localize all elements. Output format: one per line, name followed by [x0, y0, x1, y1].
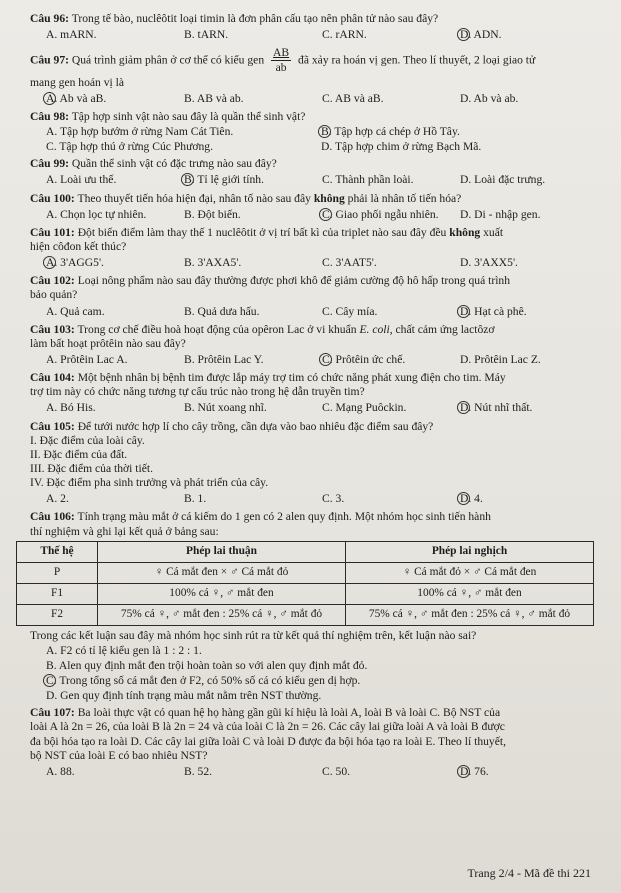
question-text-line-2: loài A là 2n = 26, của loài B là 2n = 24 và của loài C là 2n = 26. Các cây lai giữa loài A và loài B được [30, 720, 505, 734]
option-b[interactable]: B. Prôtêin Lac Y. [184, 352, 264, 366]
options [30, 401, 607, 415]
option-a[interactable]: A. 3'AGG5'. [46, 256, 184, 270]
answer-circle-mark [457, 765, 470, 778]
option-d[interactable]: D. Ab và ab. [460, 91, 519, 105]
table-header-row [17, 541, 594, 562]
options [30, 765, 607, 779]
question-prompt: Trong các kết luận sau đây mà nhóm học sinh rút ra từ kết quả thí nghiệm trên, kết luận nào sai? [30, 628, 477, 642]
option-c[interactable]: C. 50. [322, 764, 351, 778]
statement-1: I. Đặc điểm của loài cây. [30, 433, 145, 447]
option-d[interactable]: D. Nút nhĩ thất. [460, 401, 598, 415]
question-101 [30, 226, 607, 270]
species-name: E. coli [359, 322, 390, 336]
options [30, 492, 607, 506]
option-d[interactable]: D. Di - nhập gen. [460, 207, 541, 221]
statement-2: II. Đặc điểm của đất. [30, 447, 128, 461]
answer-circle-mark [43, 92, 56, 105]
question-text-after: , chất cảm ứng lactôzơ [389, 322, 495, 336]
option-b[interactable]: B. 1. [184, 492, 207, 506]
question-text: Để tưới nước hợp lí cho cây trồng, cần dựa vào bao nhiêu đặc điểm sau đây? [77, 419, 434, 433]
table-header: Phép lai nghịch [346, 541, 594, 562]
question-label: Câu 107: [30, 706, 75, 720]
answer-circle-mark [319, 353, 332, 366]
option-d[interactable]: D. ADN. [460, 28, 598, 42]
table-row [17, 604, 594, 625]
question-label: Câu 106: [30, 510, 75, 524]
question-emphasis: không [313, 191, 345, 205]
question-label: Câu 103: [30, 322, 75, 336]
genotype-fraction [271, 46, 291, 75]
option-d[interactable]: D. Hạt cà phê. [460, 305, 598, 319]
option-a[interactable]: A. F2 có tỉ lệ kiểu gen là 1 : 2 : 1. [46, 643, 202, 657]
option-c[interactable]: C. rARN. [322, 28, 367, 42]
option-a[interactable]: A. mARN. [46, 28, 97, 42]
question-emphasis: không [449, 225, 481, 239]
option-c[interactable]: C. Mạng Puôckin. [322, 401, 407, 415]
question-text-cont: trợ tim này có chức năng tương tự cấu trúc nào trong hệ dẫn truyền tim? [30, 385, 365, 399]
question-text: Tính trạng màu mắt ở cá kiếm do 1 gen có 2 alen quy định. Một nhóm học sinh tiến hành [77, 510, 491, 524]
option-b[interactable]: B. Tỉ lệ giới tính. [184, 173, 322, 187]
option-d[interactable]: D. 3'AXX5'. [460, 256, 518, 270]
question-label: Câu 102: [30, 274, 75, 288]
question-104 [30, 371, 607, 415]
table-row [17, 583, 594, 604]
option-c[interactable]: C. Cây mía. [322, 304, 378, 318]
question-label: Câu 101: [30, 225, 75, 239]
answer-circle-mark [43, 674, 56, 687]
question-96 [30, 12, 607, 42]
question-text: Một bệnh nhân bị bệnh tim được lắp máy trợ tim có chức năng phát xung điện cho tim. Máy [77, 371, 506, 385]
question-text-after: xuất [483, 225, 504, 239]
option-a[interactable]: A. Ab và aB. [46, 92, 184, 106]
question-text-after: đã xảy ra hoán vị gen. Theo lí thuyết, 2 loại giao tử [298, 53, 536, 67]
table-cell: F2 [17, 604, 98, 625]
answer-circle-mark [457, 305, 470, 318]
option-d[interactable]: D. Prôtêin Lac Z. [460, 352, 541, 366]
option-d[interactable]: D. 4. [460, 492, 598, 506]
question-label: Câu 105: [30, 419, 75, 433]
option-b[interactable]: B. Đột biến. [184, 207, 241, 221]
option-c[interactable]: C. AB và aB. [322, 91, 384, 105]
question-97 [30, 46, 607, 106]
table-cell: F1 [17, 583, 98, 604]
question-label: Câu 99: [30, 157, 69, 171]
option-c[interactable]: C. Trong tổng số cá mắt đen ở F2, có 50% số cá có kiểu gen dị hợp. [30, 674, 607, 688]
option-c[interactable]: C. 3'AAT5'. [322, 256, 377, 270]
question-text: Trong cơ chế điều hoà hoạt động của opêron Lac ở vi khuẩn [77, 322, 357, 336]
option-c[interactable]: C. Giao phối ngẫu nhiên. [322, 208, 460, 222]
fraction-denominator: ab [275, 61, 287, 75]
option-c[interactable]: C. Prôtêin ức chế. [322, 353, 460, 367]
question-label: Câu 98: [30, 109, 69, 123]
option-b[interactable]: B. Tập hợp cá chép ở Hồ Tây. [321, 125, 596, 139]
question-text-cont: làm bất hoạt prôtêin nào sau đây? [30, 336, 186, 350]
question-106 [30, 510, 607, 703]
question-text: Quá trình giảm phân ở cơ thể có kiểu gen [71, 53, 265, 67]
option-d[interactable]: D. Tập hợp chim ở rừng Bạch Mã. [321, 140, 482, 154]
table-cell: P [17, 562, 98, 583]
option-d[interactable]: D. 76. [460, 765, 598, 779]
option-c[interactable]: C. Thành phần loài. [322, 173, 414, 187]
options [30, 256, 607, 270]
option-b[interactable]: B. Quả dưa hấu. [184, 304, 260, 318]
question-text: Ba loài thực vật có quan hệ họ hàng gần gũi kí hiệu là loài A, loài B và loài C. Bộ NST của [77, 706, 501, 720]
options [30, 208, 607, 222]
question-text: Theo thuyết tiến hóa hiện đại, nhân tố nào sau đây [77, 191, 311, 205]
option-a[interactable]: A. 2. [46, 492, 69, 506]
question-label: Câu 104: [30, 371, 75, 385]
question-label: Câu 96: [30, 12, 69, 25]
question-105 [30, 420, 607, 507]
results-table [16, 541, 594, 626]
page-footer: Trang 2/4 - Mã đề thi 221 [467, 866, 591, 881]
table-header: Phép lai thuận [98, 541, 346, 562]
option-b[interactable]: B. tARN. [184, 28, 229, 42]
option-b[interactable]: B. 52. [184, 764, 213, 778]
question-text: Quần thể sinh vật có đặc trưng nào sau đây? [71, 157, 277, 171]
option-a[interactable]: A. 88. [46, 764, 75, 778]
option-a[interactable]: A. Prôtêin Lac A. [46, 352, 128, 366]
option-a[interactable]: A. Bó His. [46, 401, 96, 415]
options [30, 305, 607, 319]
option-d[interactable]: D. Gen quy định tính trạng màu mắt nằm trên NST thường. [46, 689, 322, 703]
option-a[interactable]: A. Tập hợp bướm ở rừng Nam Cát Tiên. [46, 124, 234, 138]
question-100 [30, 192, 607, 222]
option-c[interactable]: C. Tập hợp thú ở rừng Cúc Phương. [46, 140, 213, 154]
question-102 [30, 274, 607, 318]
option-b[interactable]: B. Alen quy định mắt đen trội hoàn toàn so với alen quy định mắt đỏ. [46, 658, 368, 672]
statement-4: IV. Đặc điểm pha sinh trưởng và phát triển của cây. [30, 476, 269, 490]
question-text-cont: bảo quản? [30, 288, 78, 302]
table-cell: 75% cá ♀, ♂ mắt đen : 25% cá ♀, ♂ mắt đỏ [98, 604, 346, 625]
answer-circle-mark [318, 125, 331, 138]
question-label: Câu 97: [30, 53, 69, 67]
options [30, 28, 607, 42]
options [30, 353, 607, 367]
answer-circle-mark [319, 208, 332, 221]
table-cell: 75% cá ♀, ♂ mắt đen : 25% cá ♀, ♂ mắt đỏ [346, 604, 594, 625]
option-b[interactable]: B. AB và ab. [184, 91, 244, 105]
question-text: Đột biến điểm làm thay thế 1 nuclêôtit ở vị trí bất kì của triplet nào sau đây đều [77, 225, 447, 239]
table-cell: ♀ Cá mắt đen × ♂ Cá mắt đỏ [98, 562, 346, 583]
fraction-numerator: AB [271, 46, 291, 61]
question-text: Trong tế bào, nuclêôtit loại timin là đơn phân cấu tạo nên phân tử nào sau đây? [71, 12, 439, 25]
question-99 [30, 157, 607, 187]
question-text-cont: thí nghiệm và ghi lại kết quả ở bảng sau: [30, 524, 219, 538]
option-a[interactable]: A. Quả cam. [46, 304, 105, 318]
question-text-line-3: đa bội hóa tạo ra loài D. Các cây lai giữa loài C và loài D được đa bội hóa tạo ra loài E. Theo lí thuyết, [30, 734, 506, 748]
option-d[interactable]: D. Loài đặc trưng. [460, 173, 546, 187]
question-text-line-4: bộ NST của loài E có bao nhiêu NST? [30, 748, 208, 762]
statement-3: III. Đặc điểm của thời tiết. [30, 461, 153, 475]
option-a[interactable]: A. Loài ưu thế. [46, 173, 117, 187]
question-text-cont: mang gen hoán vị là [30, 75, 125, 89]
options [30, 92, 607, 106]
table-cell: 100% cá ♀, ♂ mắt đen [98, 583, 346, 604]
question-text-cont: hiện côđon kết thúc? [30, 239, 127, 253]
option-c[interactable]: C. 3. [322, 492, 345, 506]
question-103 [30, 323, 607, 367]
question-label: Câu 100: [30, 191, 75, 205]
question-98 [30, 110, 607, 154]
table-header: Thế hệ [17, 541, 98, 562]
option-b[interactable]: B. Nút xoang nhĩ. [184, 401, 267, 415]
table-cell: 100% cá ♀, ♂ mắt đen [346, 583, 594, 604]
question-text: Tập hợp sinh vật nào sau đây là quần thể sinh vật? [71, 109, 306, 123]
question-text-after: phải là nhân tố tiến hóa? [347, 191, 462, 205]
table-cell: ♀ Cá mắt đỏ × ♂ Cá mắt đen [346, 562, 594, 583]
question-text: Loại nông phẩm nào sau đây thường được phơi khô để giảm cường độ hô hấp trong quá trình [77, 274, 511, 288]
question-107 [30, 706, 607, 779]
option-a[interactable]: A. Chọn lọc tự nhiên. [46, 207, 147, 221]
options [30, 173, 607, 187]
table-row [17, 562, 594, 583]
option-b[interactable]: B. 3'AXA5'. [184, 256, 242, 270]
